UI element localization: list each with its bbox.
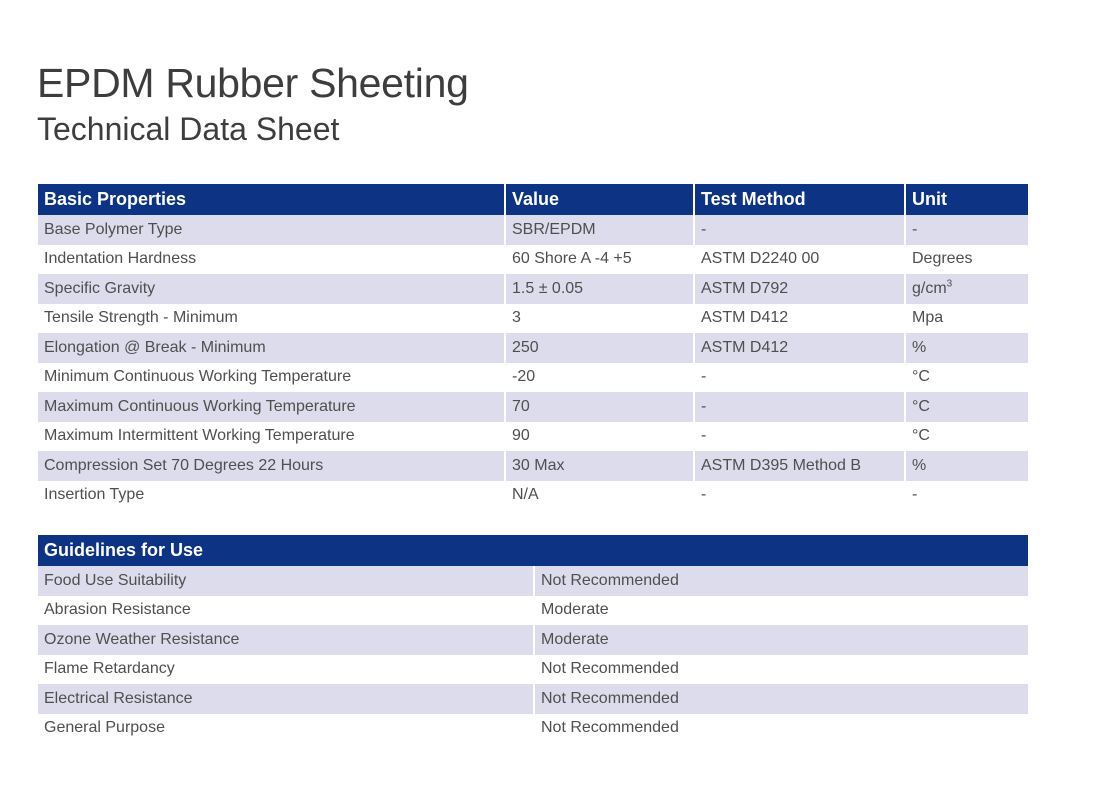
- property-name: Maximum Intermittent Working Temperature: [44, 427, 355, 445]
- table-row: [38, 363, 1028, 393]
- property-test-method: -: [694, 363, 905, 393]
- guideline-rating: Not Recommended: [534, 684, 1028, 714]
- table-row: [38, 422, 1028, 452]
- table-row: [38, 274, 1028, 304]
- property-unit: Degrees: [905, 245, 1028, 275]
- property-unit: -: [905, 481, 1028, 511]
- guideline-name: Ozone Weather Resistance: [38, 625, 534, 655]
- table-row: [38, 333, 1028, 363]
- guideline-rating: Moderate: [534, 625, 1028, 655]
- property-value: 250: [505, 333, 694, 363]
- property-value: 60 Shore A -4 +5: [505, 245, 694, 275]
- property-name: Tensile Strength - Minimum: [44, 309, 238, 327]
- table-row: [38, 596, 1028, 626]
- property-unit: [905, 274, 1028, 304]
- table-row: [38, 684, 1028, 714]
- unit-exponent: 3: [946, 278, 953, 290]
- guideline-name: Food Use Suitability: [38, 566, 534, 596]
- table-row: [38, 451, 1028, 481]
- guideline-name: Flame Retardancy: [44, 660, 175, 678]
- property-value: SBR/EPDM: [505, 215, 694, 245]
- property-value: 90: [505, 422, 694, 452]
- unit-base: g/cm: [912, 279, 947, 297]
- table-row: [38, 625, 1028, 655]
- column-header-test-method: Test Method: [694, 184, 905, 215]
- guideline-rating: Not Recommended: [534, 655, 1028, 685]
- property-value: 70: [505, 392, 694, 422]
- property-test-method: -: [694, 422, 905, 452]
- property-name: Elongation @ Break - Minimum: [38, 333, 505, 363]
- property-test-method: ASTM D792: [694, 274, 905, 304]
- property-test-method: -: [694, 481, 905, 511]
- property-unit: °C: [905, 422, 1028, 452]
- guideline-rating: Not Recommended: [534, 714, 1028, 744]
- basic-properties-table: [38, 184, 1028, 510]
- property-test-method: ASTM D395 Method B: [694, 451, 905, 481]
- page-title: EPDM Rubber Sheeting: [37, 60, 469, 106]
- page-subtitle: Technical Data Sheet: [37, 111, 340, 147]
- property-unit: %: [905, 451, 1028, 481]
- guideline-name: Abrasion Resistance: [44, 601, 191, 619]
- column-header-property: Basic Properties: [38, 184, 505, 215]
- guideline-name: General Purpose: [44, 719, 165, 737]
- property-unit: °C: [905, 392, 1028, 422]
- table-header-row: [38, 184, 1028, 215]
- property-test-method: -: [694, 392, 905, 422]
- table-row: [38, 392, 1028, 422]
- property-name: Specific Gravity: [38, 274, 505, 304]
- property-test-method: ASTM D412: [694, 304, 905, 334]
- property-name: Minimum Continuous Working Temperature: [44, 368, 352, 386]
- property-name: Compression Set 70 Degrees 22 Hours: [38, 451, 505, 481]
- table-row: [38, 481, 1028, 511]
- table-row: [38, 714, 1028, 744]
- property-unit: %: [905, 333, 1028, 363]
- property-unit: °C: [905, 363, 1028, 393]
- table-row: [38, 245, 1028, 275]
- table-header-row: [38, 535, 1028, 566]
- property-unit: -: [905, 215, 1028, 245]
- property-name: Insertion Type: [44, 486, 145, 504]
- property-name: Indentation Hardness: [44, 250, 197, 268]
- column-header-unit: Unit: [905, 184, 1028, 215]
- property-name: Maximum Continuous Working Temperature: [38, 392, 505, 422]
- table-row: [38, 566, 1028, 596]
- property-value: N/A: [505, 481, 694, 511]
- guideline-rating: Moderate: [534, 596, 1028, 626]
- property-test-method: ASTM D412: [694, 333, 905, 363]
- property-value: 1.5 ± 0.05: [505, 274, 694, 304]
- property-name: Base Polymer Type: [38, 215, 505, 245]
- property-test-method: -: [694, 215, 905, 245]
- property-value: -20: [505, 363, 694, 393]
- column-header-value: Value: [505, 184, 694, 215]
- property-unit: Mpa: [905, 304, 1028, 334]
- property-test-method: ASTM D2240 00: [694, 245, 905, 275]
- table-row: [38, 655, 1028, 685]
- guideline-name: Electrical Resistance: [38, 684, 534, 714]
- guidelines-table: [38, 535, 1028, 743]
- table-row: [38, 215, 1028, 245]
- property-value: 30 Max: [505, 451, 694, 481]
- table-row: [38, 304, 1028, 334]
- property-value: 3: [505, 304, 694, 334]
- guidelines-header: Guidelines for Use: [38, 535, 1028, 566]
- guideline-rating: Not Recommended: [534, 566, 1028, 596]
